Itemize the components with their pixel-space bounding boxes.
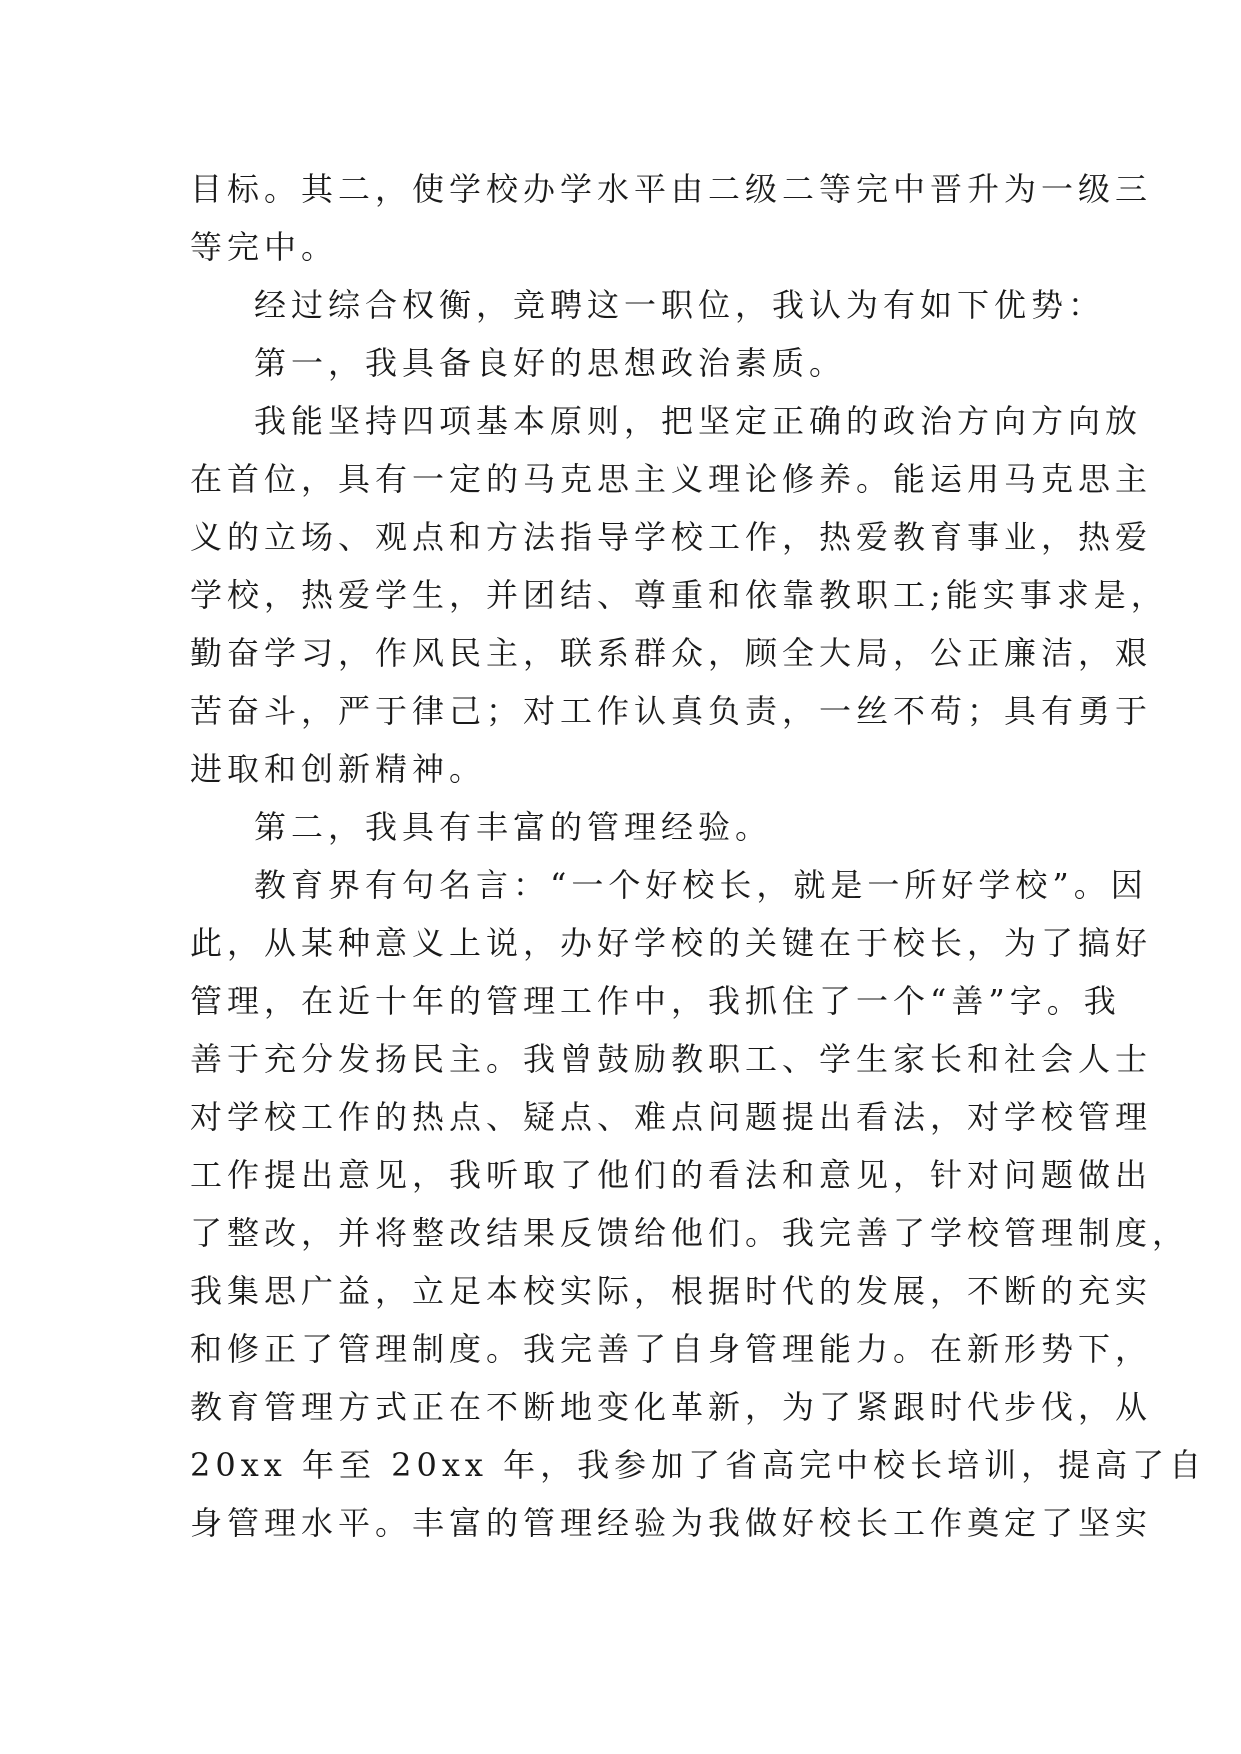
text-line: 管理，在近十年的管理工作中，我抓住了一个“善”字。我 [190,982,1121,1020]
text-line: 了整改，并将整改结果反馈给他们。我完善了学校管理制度， [190,1214,1190,1252]
text-line: 勤奋学习，作风民主，联系群众，顾全大局，公正廉洁，艰 [190,634,1153,672]
text-line: 苦奋斗，严于律己；对工作认真负责，一丝不苟；具有勇于 [190,692,1153,730]
text-line: 教育管理方式正在不断地变化革新，为了紧跟时代步伐，从 [190,1388,1153,1426]
text-line: 在首位，具有一定的马克思主义理论修养。能运用马克思主 [190,460,1153,498]
text-line: 进取和创新精神。 [190,750,487,788]
text-line: 和修正了管理制度。我完善了自身管理能力。在新形势下， [190,1330,1153,1368]
text-line: 身管理水平。丰富的管理经验为我做好校长工作奠定了坚实 [190,1504,1153,1542]
text-line: 学校，热爱学生，并团结、尊重和依靠教职工;能实事求是， [190,576,1168,614]
text-line: 第一，我具备良好的思想政治素质。 [254,344,847,382]
text-line: 我能坚持四项基本原则，把坚定正确的政治方向方向放 [254,402,1143,440]
text-line: 教育界有句名言：“一个好校长，就是一所好学校”。因 [254,866,1148,904]
text-line: 我集思广益，立足本校实际，根据时代的发展，不断的充实 [190,1272,1153,1310]
text-line: 目标。其二，使学校办学水平由二级二等完中晋升为一级三 [190,170,1153,208]
text-line: 义的立场、观点和方法指导学校工作，热爱教育事业，热爱 [190,518,1153,556]
document-body [190,160,1207,1552]
text-line: 此，从某种意义上说，办好学校的关键在于校长，为了搞好 [190,924,1153,962]
text-line: 经过综合权衡，竞聘这一职位，我认为有如下优势： [254,286,1106,324]
text-line: 等完中。 [190,228,339,266]
text-line: 工作提出意见，我听取了他们的看法和意见，针对问题做出 [190,1156,1153,1194]
text-line: 第二，我具有丰富的管理经验。 [254,808,773,846]
text-line: 善于充分发扬民主。我曾鼓励教职工、学生家长和社会人士 [190,1040,1153,1078]
document-page [190,160,1207,1552]
text-line: 20xx 年至 20xx 年，我参加了省高完中校长培训，提高了自 [190,1446,1207,1484]
text-line: 对学校工作的热点、疑点、难点问题提出看法，对学校管理 [190,1098,1153,1136]
